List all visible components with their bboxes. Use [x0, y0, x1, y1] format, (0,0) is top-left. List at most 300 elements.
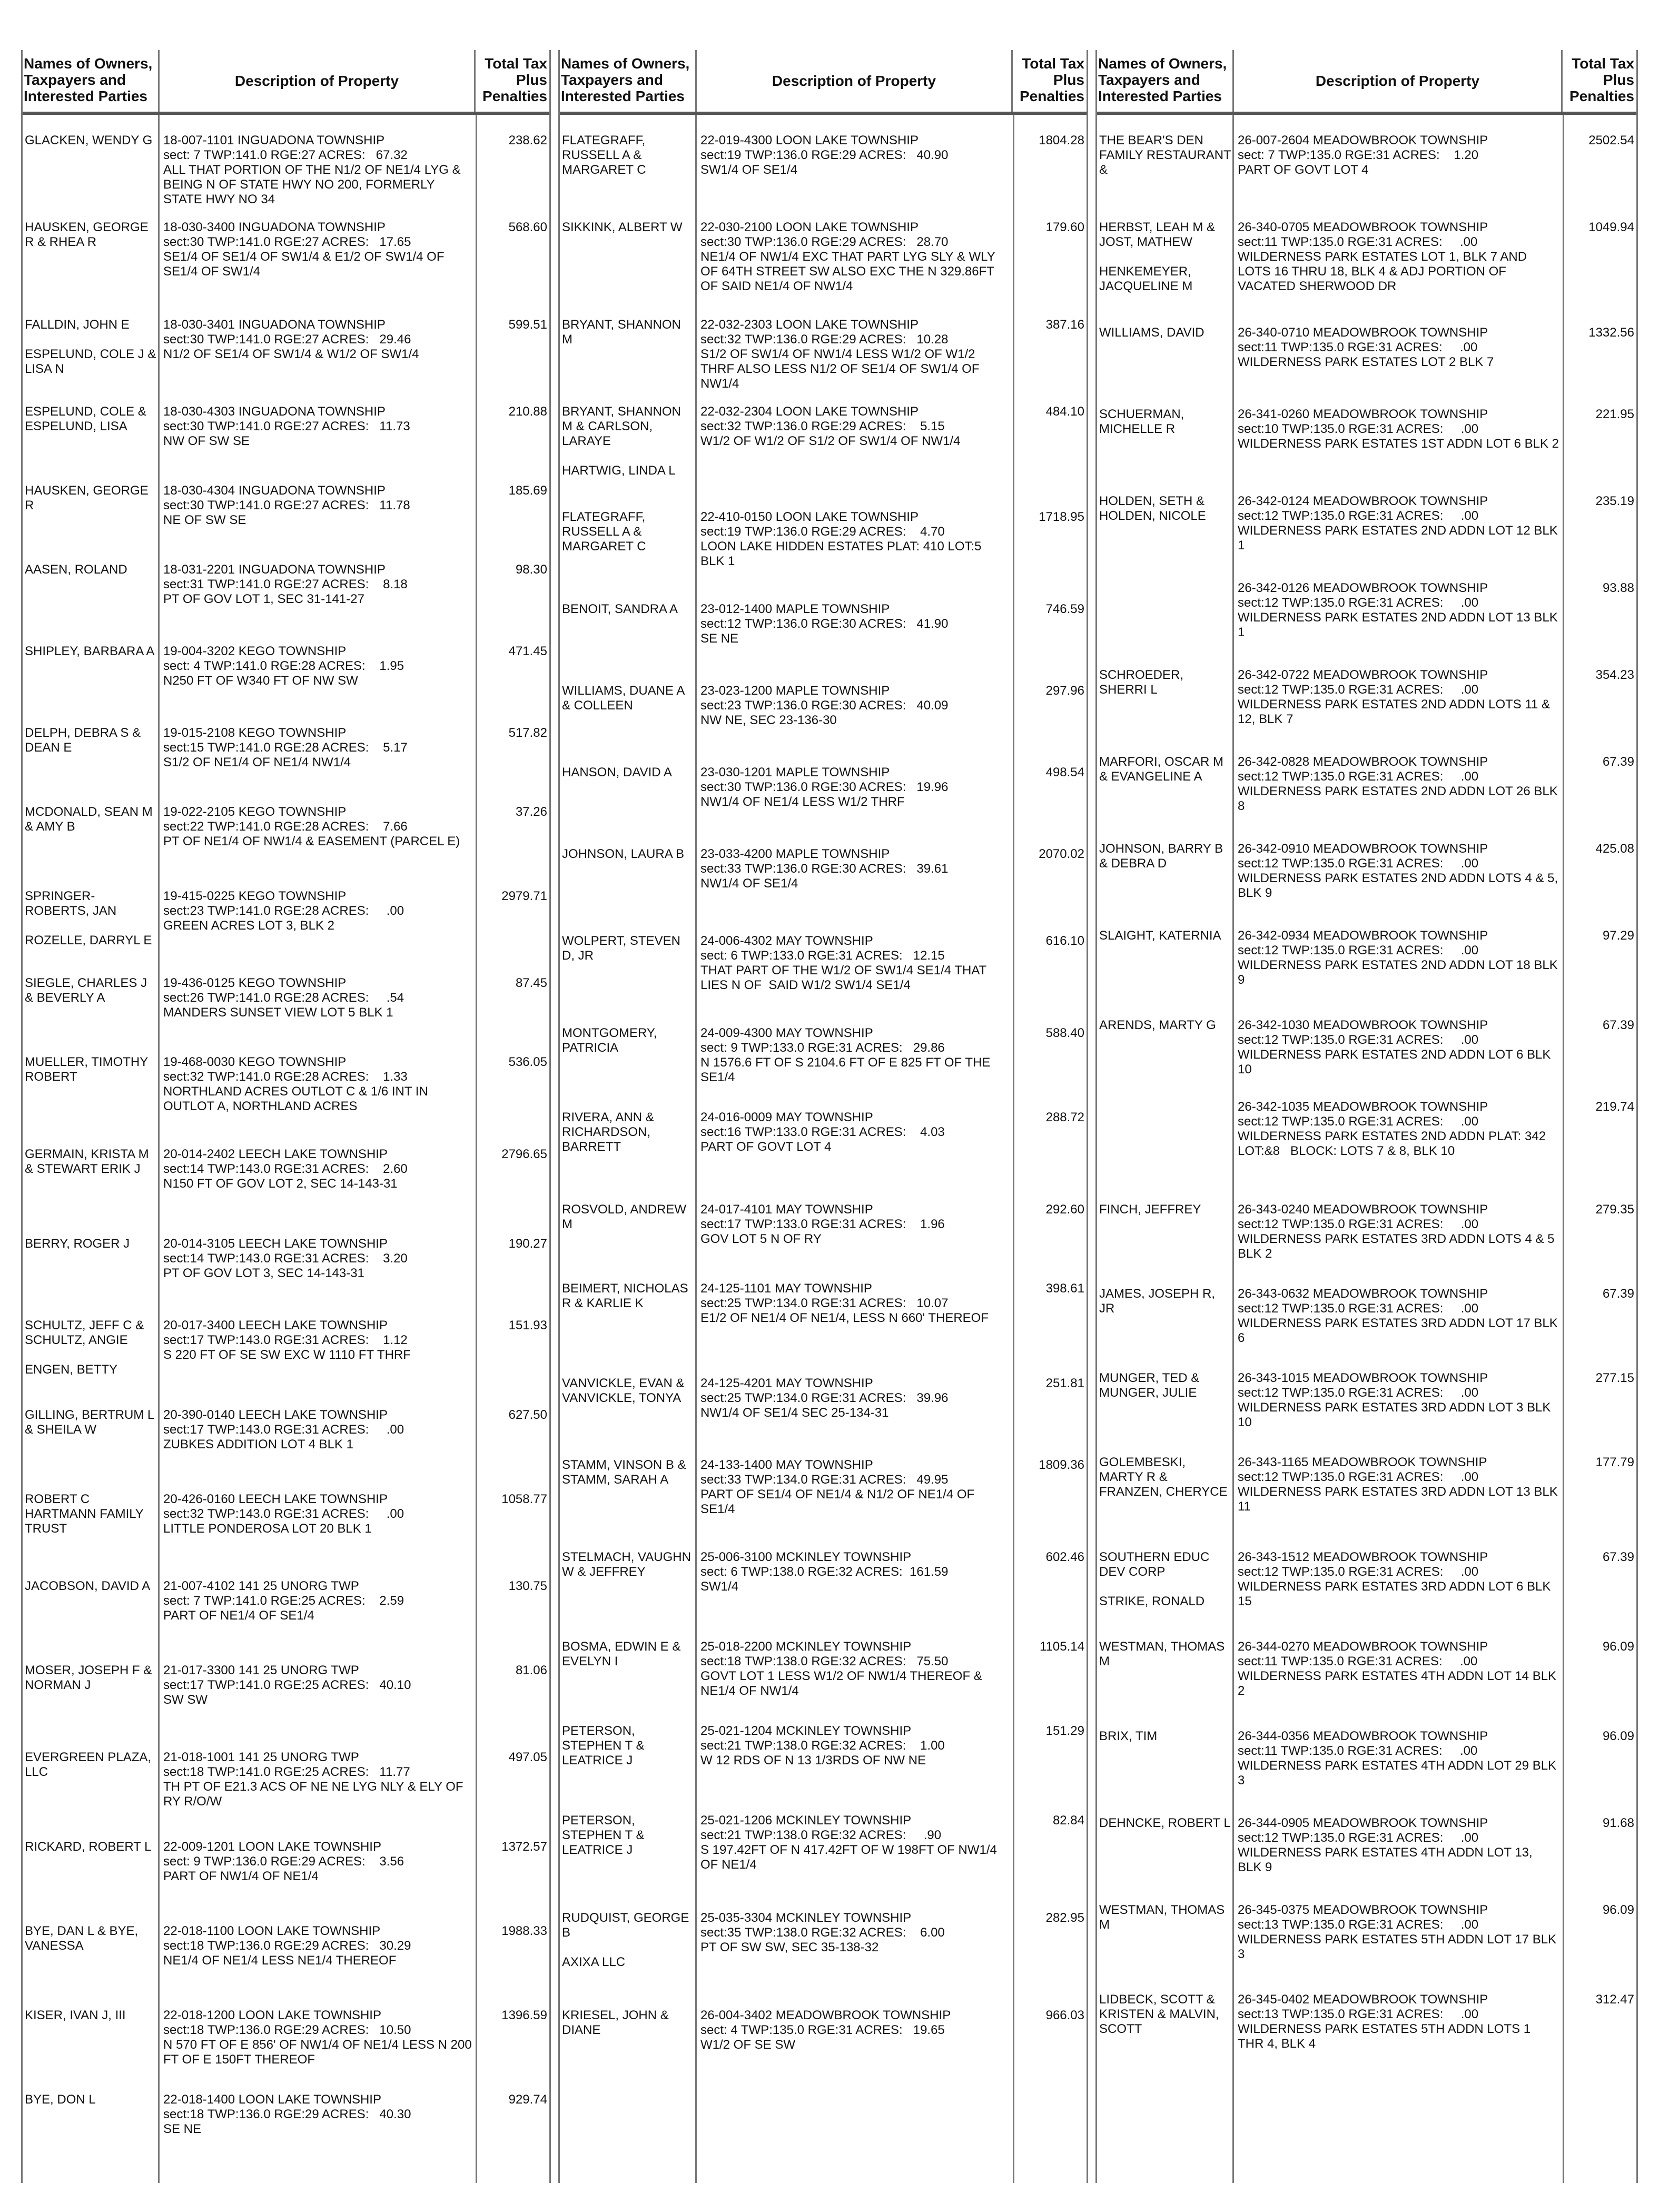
rows [560, 115, 1087, 2183]
owner-primary: BENOIT, SANDRA A [562, 602, 678, 616]
table-row [560, 1911, 1087, 1970]
property-description: 25-035-3304 MCKINLEY TOWNSHIP sect:35 TWP:138.0 RGE:32 ACRES: 6.00 PT OF SW SW, SEC 35-138-32 [700, 1911, 945, 1954]
table-row [560, 1640, 1087, 1698]
owner-primary: ESPELUND, COLE & ESPELUND, LISA [25, 404, 146, 433]
owner-name [560, 1202, 695, 1247]
table-row [23, 562, 549, 607]
column-3 [1095, 50, 1638, 2183]
owner-secondary: ROZELLE, DARRYL E [25, 933, 152, 947]
owner-name [560, 1458, 695, 1517]
total-tax: 536.05 [508, 1055, 547, 1069]
header-total: Total Tax Plus Penalties [1569, 55, 1634, 104]
owner-name [23, 133, 158, 207]
owner-primary: JOHNSON, BARRY B & DEBRA D [1099, 842, 1223, 871]
owner-primary: AASEN, ROLAND [25, 562, 127, 577]
table-row [23, 1318, 549, 1377]
owner-name [1097, 1640, 1232, 1698]
property-description: 26-345-0402 MEADOWBROOK TOWNSHIP sect:13 TWP:135.0 RGE:31 ACRES: .00 WILDERNESS PARK ESTATES 5TH ADDN LOTS 1 THR 4, BLK 4 [1238, 1992, 1531, 2051]
property-description: 22-018-1100 LOON LAKE TOWNSHIP sect:18 TWP:136.0 RGE:29 ACRES: 30.29 NE1/4 OF NE1/4 LESS NE1/4 THEREOF [163, 1924, 411, 1968]
total-tax: 82.84 [1052, 1813, 1084, 1828]
property-description: 22-032-2304 LOON LAKE TOWNSHIP sect:32 TWP:136.0 RGE:29 ACRES: 5.15 W1/2 OF W1/2 OF S1/2 OF SW1/4 OF NW1/4 [700, 404, 961, 448]
table-row [1097, 407, 1636, 451]
total-tax: 87.45 [515, 976, 547, 990]
table-row [23, 318, 549, 377]
table-row [1097, 1287, 1636, 1346]
header-description: Description of Property [158, 50, 476, 112]
total-tax: 354.23 [1595, 668, 1634, 682]
owner-primary: HOLDEN, SETH & HOLDEN, NICOLE [1099, 494, 1206, 523]
total-tax: 2070.02 [1039, 847, 1084, 861]
owner-primary: KISER, IVAN J, III [25, 2008, 126, 2022]
owner-name [560, 1724, 695, 1768]
total-tax: 91.68 [1602, 1816, 1634, 1830]
property-description: 20-014-2402 LEECH LAKE TOWNSHIP sect:14 TWP:143.0 RGE:31 ACRES: 2.60 N150 FT OF GOV LOT 2, SEC 14-143-31 [163, 1147, 408, 1191]
property-description: 19-436-0125 KEGO TOWNSHIP sect:26 TWP:141.0 RGE:28 ACRES: .54 MANDERS SUNSET VIEW LOT 5 BLK 1 [163, 976, 404, 1020]
table-row [560, 404, 1087, 478]
table-row [23, 976, 549, 1020]
table-row [23, 889, 549, 948]
table-row [23, 1055, 549, 1114]
table-row [1097, 1550, 1636, 1609]
owner-primary: FINCH, JEFFREY [1099, 1202, 1201, 1217]
total-tax: 67.39 [1602, 755, 1634, 769]
column-1 [21, 50, 551, 2183]
table-row [560, 1813, 1087, 1872]
owner-name [23, 562, 158, 607]
property-description: 21-018-1001 141 25 UNORG TWP sect:18 TWP:141.0 RGE:25 ACRES: 11.77 TH PT OF E21.3 ACS OF NE NE LYG NLY & ELY OF RY R/O/W [163, 1750, 463, 1809]
property-description: 23-030-1201 MAPLE TOWNSHIP sect:30 TWP:136.0 RGE:30 ACRES: 19.96 NW1/4 OF NE1/4 LESS W1/2 THRF [700, 765, 949, 809]
owner-name [23, 2008, 158, 2067]
owner-primary: SCHULTZ, JEFF C & SCHULTZ, ANGIE [25, 1318, 144, 1347]
total-tax: 151.93 [508, 1318, 547, 1332]
owner-primary: JAMES, JOSEPH R, JR [1099, 1287, 1216, 1316]
table-row [23, 1492, 549, 1536]
total-tax: 151.29 [1045, 1724, 1084, 1738]
total-tax: 97.29 [1602, 929, 1634, 943]
table-row [560, 602, 1087, 646]
owner-name [1097, 407, 1232, 451]
owner-name [1097, 842, 1232, 901]
owner-primary: JOHNSON, LAURA B [562, 847, 685, 861]
owner-name [23, 1663, 158, 1707]
owner-secondary: ENGEN, BETTY [25, 1362, 118, 1377]
table-row [560, 1724, 1087, 1768]
property-description: 23-033-4200 MAPLE TOWNSHIP sect:33 TWP:136.0 RGE:30 ACRES: 39.61 NW1/4 OF SE1/4 [700, 847, 949, 891]
owner-name [23, 1492, 158, 1536]
property-description: 26-342-1035 MEADOWBROOK TOWNSHIP sect:12 TWP:135.0 RGE:31 ACRES: .00 WILDERNESS PARK ESTATES 2ND ADDN PLAT: 342 LOT:&8 BLOCK: LOTS 7 & 8, BLK 10 [1238, 1100, 1546, 1158]
property-description: 22-009-1201 LOON LAKE TOWNSHIP sect: 9 TWP:136.0 RGE:29 ACRES: 3.56 PART OF NW1/4 OF NE1/4 [163, 1840, 404, 1883]
owner-primary: SLAIGHT, KATERNIA [1099, 929, 1221, 943]
table-row [23, 1750, 549, 1809]
total-tax: 616.10 [1045, 934, 1084, 948]
total-tax: 288.72 [1045, 1110, 1084, 1124]
table-row [1097, 325, 1636, 370]
total-tax: 568.60 [508, 220, 547, 234]
owner-name [1097, 1100, 1232, 1159]
table-row [23, 1924, 549, 1968]
total-tax: 966.03 [1045, 2008, 1084, 2022]
total-tax: 96.09 [1602, 1640, 1634, 1654]
property-description: 26-343-1512 MEADOWBROOK TOWNSHIP sect:12 TWP:135.0 RGE:31 ACRES: .00 WILDERNESS PARK ESTATES 3RD ADDN LOT 6 BLK 15 [1238, 1550, 1551, 1608]
total-tax: 292.60 [1045, 1202, 1084, 1217]
owner-name [23, 976, 158, 1020]
table-row [1097, 1100, 1636, 1159]
total-tax: 279.35 [1595, 1202, 1634, 1217]
owner-name [1097, 1018, 1232, 1077]
owner-name [23, 644, 158, 688]
total-tax: 1718.95 [1039, 510, 1084, 524]
property-description: 26-344-0356 MEADOWBROOK TOWNSHIP sect:11 TWP:135.0 RGE:31 ACRES: .00 WILDERNESS PARK ESTATES 4TH ADDN LOT 29 BLK 3 [1238, 1729, 1557, 1788]
owner-name [1097, 668, 1232, 727]
total-tax: 67.39 [1602, 1550, 1634, 1564]
owner-primary: GERMAIN, KRISTA M & STEWART ERIK J [25, 1147, 149, 1176]
total-tax: 1809.36 [1039, 1458, 1084, 1472]
property-description: 20-017-3400 LEECH LAKE TOWNSHIP sect:17 TWP:143.0 RGE:31 ACRES: 1.12 S 220 FT OF SE SW EXC W 1110 FT THRF [163, 1318, 411, 1362]
owner-primary: FLATEGRAFF, RUSSELL A & MARGARET C [562, 510, 646, 554]
column-header [23, 50, 549, 115]
property-description: 26-007-2604 MEADOWBROOK TOWNSHIP sect: 7 TWP:135.0 RGE:31 ACRES: 1.20 PART OF GOVT LOT 4 [1238, 133, 1488, 177]
table-row [23, 1840, 549, 1884]
owner-secondary: STRIKE, RONALD [1099, 1594, 1205, 1608]
column-header [1097, 50, 1636, 115]
table-row [1097, 581, 1636, 640]
property-description: 24-017-4101 MAY TOWNSHIP sect:17 TWP:133.0 RGE:31 ACRES: 1.96 GOV LOT 5 N OF RY [700, 1202, 945, 1246]
total-tax: 2979.71 [501, 889, 547, 903]
total-tax: 96.09 [1602, 1729, 1634, 1743]
property-description: 22-018-1200 LOON LAKE TOWNSHIP sect:18 TWP:136.0 RGE:29 ACRES: 10.50 N 570 FT OF E 856' OF NW1/4 OF NE1/4 LESS N 200 FT OF E 150FT THEREOF [163, 2008, 472, 2067]
owner-primary: PETERSON, STEPHEN T & LEATRICE J [562, 1813, 645, 1857]
owner-name [1097, 220, 1232, 294]
total-tax: 221.95 [1595, 407, 1634, 421]
property-description: 26-345-0375 MEADOWBROOK TOWNSHIP sect:13 TWP:135.0 RGE:31 ACRES: .00 WILDERNESS PARK ESTATES 5TH ADDN LOT 17 BLK 3 [1238, 1903, 1557, 1961]
property-description: 24-125-1101 MAY TOWNSHIP sect:25 TWP:134.0 RGE:31 ACRES: 10.07 E1/2 OF NE1/4 OF NE1/4, LESS N 660' THEREOF [700, 1281, 989, 1325]
column-2 [558, 50, 1088, 2183]
table-row [560, 684, 1087, 728]
property-description: 18-030-4304 INGUADONA TOWNSHIP sect:30 TWP:141.0 RGE:27 ACRES: 11.78 NE OF SW SE [163, 483, 410, 527]
owner-primary: ROBERT C HARTMANN FAMILY TRUST [25, 1492, 144, 1536]
property-description: 24-133-1400 MAY TOWNSHIP sect:33 TWP:134.0 RGE:31 ACRES: 49.95 PART OF SE1/4 OF NE1/4 & N1/2 OF NE1/4 OF SE1/4 [700, 1458, 975, 1516]
tax-list-sheet [21, 50, 1638, 2183]
owner-primary: MOSER, JOSEPH F & NORMAN J [25, 1663, 152, 1692]
owner-primary: GOLEMBESKI, MARTY R & FRANZEN, CHERYCE [1099, 1455, 1228, 1499]
owner-primary: EVERGREEN PLAZA, LLC [25, 1750, 152, 1779]
owner-primary: BOSMA, EDWIN E & EVELYN I [562, 1640, 681, 1668]
total-tax: 98.30 [515, 562, 547, 577]
table-row [1097, 842, 1636, 901]
table-row [23, 1147, 549, 1191]
total-tax: 67.39 [1602, 1287, 1634, 1301]
owner-primary: SCHUERMAN, MICHELLE R [1099, 407, 1184, 436]
total-tax: 1332.56 [1588, 325, 1634, 340]
owner-primary: BRYANT, SHANNON M & CARLSON, LARAYE [562, 404, 681, 448]
owner-name [1097, 929, 1232, 987]
property-description: 26-342-0126 MEADOWBROOK TOWNSHIP sect:12 TWP:135.0 RGE:31 ACRES: .00 WILDERNESS PARK ESTATES 2ND ADDN LOT 13 BLK 1 [1238, 581, 1558, 639]
property-description: 22-032-2303 LOON LAKE TOWNSHIP sect:32 TWP:136.0 RGE:29 ACRES: 10.28 S1/2 OF SW1/4 OF NW1/4 LESS W1/2 OF W1/2 THRF ALSO LESS N1/2 OF SE1/4 OF SW1/4 OF NW1/4 [700, 318, 980, 391]
property-description: 24-006-4302 MAY TOWNSHIP sect: 6 TWP:133.0 RGE:31 ACRES: 12.15 THAT PART OF THE W1/2 OF SW1/4 SE1/4 THAT LIES N OF SAID W1/2 SW1/4 SE1/4 [700, 934, 986, 992]
property-description: 20-014-3105 LEECH LAKE TOWNSHIP sect:14 TWP:143.0 RGE:31 ACRES: 3.20 PT OF GOV LOT 3, SEC 14-143-31 [163, 1237, 408, 1280]
owner-primary: FALLDIN, JOHN E [25, 318, 130, 332]
property-description: 24-016-0009 MAY TOWNSHIP sect:16 TWP:133.0 RGE:31 ACRES: 4.03 PART OF GOVT LOT 4 [700, 1110, 945, 1154]
owner-primary: WILLIAMS, DAVID [1099, 325, 1204, 340]
table-row [1097, 133, 1636, 177]
table-row [560, 1110, 1087, 1154]
table-row [23, 220, 549, 279]
property-description: 26-340-0710 MEADOWBROOK TOWNSHIP sect:11 TWP:135.0 RGE:31 ACRES: .00 WILDERNESS PARK ESTATES LOT 2 BLK 7 [1238, 325, 1494, 369]
owner-name [23, 1579, 158, 1623]
table-row [560, 133, 1087, 177]
owner-primary: STAMM, VINSON B & STAMM, SARAH A [562, 1458, 686, 1487]
owner-name [23, 404, 158, 449]
property-description: 18-030-3400 INGUADONA TOWNSHIP sect:30 TWP:141.0 RGE:27 ACRES: 17.65 SE1/4 OF SE1/4 OF SW1/4 & E1/2 OF SW1/4 OF SE1/4 OF SW1/4 [163, 220, 445, 279]
header-description: Description of Property [695, 50, 1013, 112]
property-description: 23-012-1400 MAPLE TOWNSHIP sect:12 TWP:136.0 RGE:30 ACRES: 41.90 SE NE [700, 602, 949, 646]
table-row [560, 1281, 1087, 1326]
table-row [560, 1026, 1087, 1085]
table-row [1097, 1202, 1636, 1261]
owner-name [23, 1318, 158, 1377]
property-description: 19-004-3202 KEGO TOWNSHIP sect: 4 TWP:141.0 RGE:28 ACRES: 1.95 N250 FT OF W340 FT OF NW SW [163, 644, 404, 688]
owner-primary: KRIESEL, JOHN & DIANE [562, 2008, 669, 2037]
table-row [1097, 1816, 1636, 1875]
property-description: 22-410-0150 LOON LAKE TOWNSHIP sect:19 TWP:136.0 RGE:29 ACRES: 4.70 LOON LAKE HIDDEN ESTATES PLAT: 410 LOT:5 BLK 1 [700, 510, 982, 568]
owner-name [560, 404, 695, 478]
owner-primary: BRIX, TIM [1099, 1729, 1158, 1743]
property-description: 25-021-1206 MCKINLEY TOWNSHIP sect:21 TWP:138.0 RGE:32 ACRES: .90 S 197.42FT OF N 417.42FT OF W 198FT OF NW1/4 OF NE1/4 [700, 1813, 997, 1872]
owner-name [560, 765, 695, 809]
total-tax: 1804.28 [1039, 133, 1084, 147]
total-tax: 282.95 [1045, 1911, 1084, 1925]
owner-primary: MCDONALD, SEAN M & AMY B [25, 805, 153, 834]
total-tax: 602.46 [1045, 1550, 1084, 1564]
total-tax: 210.88 [508, 404, 547, 419]
owner-primary: MARFORI, OSCAR M & EVANGELINE A [1099, 755, 1224, 784]
property-description: 24-125-4201 MAY TOWNSHIP sect:25 TWP:134.0 RGE:31 ACRES: 39.96 NW1/4 OF SE1/4 SEC 25-134-31 [700, 1376, 949, 1420]
owner-name [560, 847, 695, 891]
owner-primary: SIKKINK, ALBERT W [562, 220, 683, 234]
property-description: 18-031-2201 INGUADONA TOWNSHIP sect:31 TWP:141.0 RGE:27 ACRES: 8.18 PT OF GOV LOT 1, SEC 31-141-27 [163, 562, 408, 606]
owner-primary: RUDQUIST, GEORGE B [562, 1911, 689, 1940]
total-tax: 177.79 [1595, 1455, 1634, 1469]
total-tax: 297.96 [1045, 684, 1084, 698]
property-description: 26-343-0240 MEADOWBROOK TOWNSHIP sect:12 TWP:135.0 RGE:31 ACRES: .00 WILDERNESS PARK ESTATES 3RD ADDN LOTS 4 & 5 BLK 2 [1238, 1202, 1555, 1261]
total-tax: 471.45 [508, 644, 547, 658]
owner-primary: MONTGOMERY, PATRICIA [562, 1026, 657, 1055]
owner-primary: SCHROEDER, SHERRI L [1099, 668, 1184, 697]
owner-name [23, 1237, 158, 1281]
total-tax: 929.74 [508, 2092, 547, 2107]
property-description: 26-343-1015 MEADOWBROOK TOWNSHIP sect:12 TWP:135.0 RGE:31 ACRES: .00 WILDERNESS PARK ESTATES 3RD ADDN LOT 3 BLK 10 [1238, 1371, 1551, 1429]
owner-primary: HANSON, DAVID A [562, 765, 672, 779]
owner-name [23, 318, 158, 377]
owner-primary: GLACKEN, WENDY G [25, 133, 153, 147]
header-owner: Names of Owners, Taxpayers and Interested Parties [1098, 55, 1227, 104]
total-tax: 238.62 [508, 133, 547, 147]
owner-primary: VANVICKLE, EVAN & VANVICKLE, TONYA [562, 1376, 685, 1405]
table-row [560, 318, 1087, 391]
table-row [23, 726, 549, 770]
header-owner: Names of Owners, Taxpayers and Interested Parties [561, 55, 690, 104]
property-description: 26-342-0124 MEADOWBROOK TOWNSHIP sect:12 TWP:135.0 RGE:31 ACRES: .00 WILDERNESS PARK ESTATES 2ND ADDN LOT 12 BLK 1 [1238, 494, 1558, 552]
table-row [1097, 494, 1636, 553]
owner-name [1097, 755, 1232, 814]
table-row [23, 644, 549, 688]
property-description: 26-343-1165 MEADOWBROOK TOWNSHIP sect:12 TWP:135.0 RGE:31 ACRES: .00 WILDERNESS PARK ESTATES 3RD ADDN LOT 13 BLK 11 [1238, 1455, 1558, 1514]
owner-name [1097, 494, 1232, 553]
property-description: 26-341-0260 MEADOWBROOK TOWNSHIP sect:10 TWP:135.0 RGE:31 ACRES: .00 WILDERNESS PARK ESTATES 1ST ADDN LOT 6 BLK 2 [1238, 407, 1559, 451]
owner-primary: GILLING, BERTRUM L & SHEILA W [25, 1408, 154, 1437]
owner-name [1097, 325, 1232, 370]
property-description: 18-007-1101 INGUADONA TOWNSHIP sect: 7 TWP:141.0 RGE:27 ACRES: 67.32 ALL THAT PORTION OF THE N1/2 OF NE1/4 LYG & BEING N OF STATE HWY NO 200, FORMERLY STATE HWY NO 34 [163, 133, 461, 206]
owner-name [23, 1147, 158, 1191]
owner-name [560, 318, 695, 391]
owner-name [560, 1813, 695, 1872]
table-row [560, 1376, 1087, 1420]
table-row [23, 1663, 549, 1707]
owner-primary: BERRY, ROGER J [25, 1237, 130, 1251]
owner-name [560, 133, 695, 177]
owner-name [560, 2008, 695, 2052]
owner-name [23, 1750, 158, 1809]
owner-primary: WESTMAN, THOMAS M [1099, 1903, 1225, 1932]
owner-name [560, 602, 695, 646]
property-description: 23-023-1200 MAPLE TOWNSHIP sect:23 TWP:136.0 RGE:30 ACRES: 40.09 NW NE, SEC 23-136-30 [700, 684, 949, 727]
owner-name [560, 1110, 695, 1154]
column-header [560, 50, 1087, 115]
table-row [1097, 929, 1636, 987]
owner-primary: WOLPERT, STEVEN D, JR [562, 934, 680, 963]
property-description: 26-344-0905 MEADOWBROOK TOWNSHIP sect:12 TWP:135.0 RGE:31 ACRES: .00 WILDERNESS PARK ESTATES 4TH ADDN LOT 13, BLK 9 [1238, 1816, 1533, 1874]
owner-name [1097, 1903, 1232, 1962]
owner-name [23, 2092, 158, 2137]
property-description: 25-006-3100 MCKINLEY TOWNSHIP sect: 6 TWP:138.0 RGE:32 ACRES: 161.59 SW1/4 [700, 1550, 949, 1594]
table-row [560, 934, 1087, 993]
total-tax: 484.10 [1045, 404, 1084, 419]
total-tax: 1372.57 [501, 1840, 547, 1854]
table-row [1097, 1729, 1636, 1788]
rows [1097, 115, 1636, 2183]
property-description: 19-022-2105 KEGO TOWNSHIP sect:22 TWP:141.0 RGE:28 ACRES: 7.66 PT OF NE1/4 OF NW1/4 & EASEMENT (PARCEL E) [163, 805, 460, 848]
owner-name [23, 1055, 158, 1114]
owner-name [1097, 1550, 1232, 1609]
owner-secondary: AXIXA LLC [562, 1955, 626, 1969]
owner-secondary: HENKEMEYER, JACQUELINE M [1099, 264, 1193, 293]
owner-secondary: HARTWIG, LINDA L [562, 463, 676, 478]
property-description: 19-415-0225 KEGO TOWNSHIP sect:23 TWP:141.0 RGE:28 ACRES: .00 GREEN ACRES LOT 3, BLK 2 [163, 889, 404, 933]
total-tax: 185.69 [508, 483, 547, 498]
owner-name [1097, 1729, 1232, 1788]
property-description: 26-342-0828 MEADOWBROOK TOWNSHIP sect:12 TWP:135.0 RGE:31 ACRES: .00 WILDERNESS PARK ESTATES 2ND ADDN LOT 26 BLK 8 [1238, 755, 1558, 813]
owner-primary: SHIPLEY, BARBARA A [25, 644, 155, 658]
owner-primary: BYE, DON L [25, 2092, 96, 2107]
table-row [1097, 220, 1636, 294]
owner-primary: BRYANT, SHANNON M [562, 318, 681, 347]
owner-primary: DEHNCKE, ROBERT L [1099, 1816, 1231, 1830]
owner-name [23, 1924, 158, 1968]
owner-name [560, 510, 695, 569]
table-row [560, 1458, 1087, 1517]
owner-primary: MUELLER, TIMOTHY ROBERT [25, 1055, 148, 1084]
owner-name [1097, 1371, 1232, 1430]
total-tax: 93.88 [1602, 581, 1634, 595]
property-description: 26-342-0910 MEADOWBROOK TOWNSHIP sect:12 TWP:135.0 RGE:31 ACRES: .00 WILDERNESS PARK ESTATES 2ND ADDN LOTS 4 & 5, BLK 9 [1238, 842, 1558, 900]
table-row [1097, 668, 1636, 727]
owner-name [1097, 1287, 1232, 1346]
table-row [560, 220, 1087, 294]
property-description: 25-021-1204 MCKINLEY TOWNSHIP sect:21 TWP:138.0 RGE:32 ACRES: 1.00 W 12 RDS OF N 13 1/3RDS OF NW NE [700, 1724, 945, 1767]
total-tax: 599.51 [508, 318, 547, 332]
total-tax: 1049.94 [1588, 220, 1634, 234]
table-row [560, 765, 1087, 809]
total-tax: 2796.65 [501, 1147, 547, 1161]
table-row [23, 805, 549, 849]
owner-name [560, 1550, 695, 1594]
owner-primary: HAUSKEN, GEORGE R & RHEA R [25, 220, 149, 249]
owner-primary: JACOBSON, DAVID A [25, 1579, 151, 1593]
total-tax: 1988.33 [501, 1924, 547, 1938]
property-description: 22-018-1400 LOON LAKE TOWNSHIP sect:18 TWP:136.0 RGE:29 ACRES: 40.30 SE NE [163, 2092, 411, 2136]
owner-primary: LIDBECK, SCOTT & KRISTEN & MALVIN, SCOTT [1099, 1992, 1219, 2036]
property-description: 18-030-4303 INGUADONA TOWNSHIP sect:30 TWP:141.0 RGE:27 ACRES: 11.73 NW OF SW SE [163, 404, 410, 448]
table-row [23, 1237, 549, 1281]
property-description: 20-390-0140 LEECH LAKE TOWNSHIP sect:17 TWP:143.0 RGE:31 ACRES: .00 ZUBKES ADDITION LOT 4 BLK 1 [163, 1408, 404, 1451]
property-description: 26-342-1030 MEADOWBROOK TOWNSHIP sect:12 TWP:135.0 RGE:31 ACRES: .00 WILDERNESS PARK ESTATES 2ND ADDN LOT 6 BLK 10 [1238, 1018, 1551, 1077]
table-row [560, 847, 1087, 891]
owner-primary: FLATEGRAFF, RUSSELL A & MARGARET C [562, 133, 646, 177]
total-tax: 627.50 [508, 1408, 547, 1422]
total-tax: 130.75 [508, 1579, 547, 1593]
owner-name [560, 1640, 695, 1698]
property-description: 26-342-0934 MEADOWBROOK TOWNSHIP sect:12 TWP:135.0 RGE:31 ACRES: .00 WILDERNESS PARK ESTATES 2ND ADDN LOT 18 BLK 9 [1238, 929, 1558, 987]
owner-primary: WESTMAN, THOMAS M [1099, 1640, 1225, 1668]
table-row [23, 404, 549, 449]
property-description: 21-007-4102 141 25 UNORG TWP sect: 7 TWP:141.0 RGE:25 ACRES: 2.59 PART OF NE1/4 OF SE1/4 [163, 1579, 404, 1623]
owner-primary: HAUSKEN, GEORGE R [25, 483, 149, 512]
total-tax: 588.40 [1045, 1026, 1084, 1040]
property-description: 21-017-3300 141 25 UNORG TWP sect:17 TWP:141.0 RGE:25 ACRES: 40.10 SW SW [163, 1663, 411, 1707]
property-description: 26-342-0722 MEADOWBROOK TOWNSHIP sect:12 TWP:135.0 RGE:31 ACRES: .00 WILDERNESS PARK ESTATES 2ND ADDN LOTS 11 & 12, BLK 7 [1238, 668, 1551, 726]
total-tax: 312.47 [1595, 1992, 1634, 2007]
property-description: 24-009-4300 MAY TOWNSHIP sect: 9 TWP:133.0 RGE:31 ACRES: 29.86 N 1576.6 FT OF S 2104.6 FT OF E 825 FT OF THE SE1/4 [700, 1026, 991, 1084]
owner-name [560, 220, 695, 294]
owner-name [560, 684, 695, 728]
header-description: Description of Property [1232, 50, 1563, 112]
owner-primary: SOUTHERN EDUC DEV CORP [1099, 1550, 1210, 1579]
total-tax: 517.82 [508, 726, 547, 740]
owner-name [560, 1281, 695, 1326]
owner-primary: STELMACH, VAUGHN W & JEFFREY [562, 1550, 691, 1579]
total-tax: 1396.59 [501, 2008, 547, 2022]
rows [23, 115, 549, 2183]
table-row [1097, 1018, 1636, 1077]
total-tax: 81.06 [515, 1663, 547, 1677]
total-tax: 190.27 [508, 1237, 547, 1251]
total-tax: 398.61 [1045, 1281, 1084, 1296]
table-row [1097, 1371, 1636, 1430]
owner-name [1097, 581, 1232, 640]
owner-secondary: ESPELUND, COLE J & LISA N [25, 347, 156, 376]
table-row [560, 510, 1087, 569]
property-description: 26-004-3402 MEADOWBROOK TOWNSHIP sect: 4 TWP:135.0 RGE:31 ACRES: 19.65 W1/2 OF SE SW [700, 2008, 951, 2052]
total-tax: 1058.77 [501, 1492, 547, 1506]
owner-primary: ROSVOLD, ANDREW M [562, 1202, 687, 1231]
table-row [23, 133, 549, 207]
total-tax: 251.81 [1045, 1376, 1084, 1390]
owner-name [23, 726, 158, 770]
owner-name [23, 1840, 158, 1884]
table-row [560, 1202, 1087, 1247]
table-row [1097, 1992, 1636, 2051]
owner-name [560, 1376, 695, 1420]
